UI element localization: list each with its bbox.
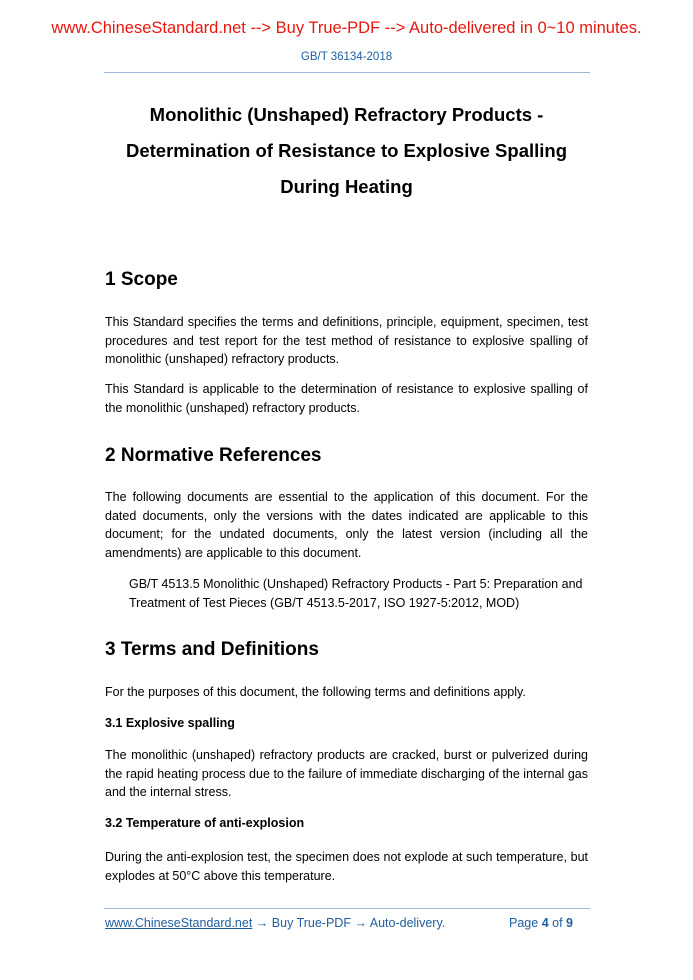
page-current: 4 [541, 916, 549, 930]
footer-links [105, 916, 445, 930]
term-heading-explosive-spalling: 3.1 Explosive spalling [105, 716, 235, 730]
scope-paragraph-1: This Standard specifies the terms and definitions, principle, equipment, specimen, test procedures and test report for the test method of resistance to explosive spalling of monolithic (unshaped) refractory products. [105, 315, 588, 366]
term-definition-anti-explosion: During the anti-explosion test, the specimen does not explode at such temperature, but explodes at 50°C above this temperature. [105, 850, 588, 883]
normative-reference-item: GB/T 4513.5 Monolithic (Unshaped) Refractory Products - Part 5: Preparation and Treatment of Test Pieces (GB/T 4513.5-2017, ISO 1927-5:2012, MOD) [129, 577, 583, 610]
section-heading-scope: 1 Scope [105, 269, 178, 290]
promo-banner[interactable]: www.ChineseStandard.net --> Buy True-PDF --> Auto-delivered in 0~10 minutes. [51, 19, 642, 37]
document-title-line-1: Monolithic (Unshaped) Refractory Products - [149, 104, 544, 125]
scope-paragraph-2: This Standard is applicable to the determination of resistance to explosive spalling of the monolithic (unshaped) refractory products. [105, 382, 588, 415]
footer-buy-text: Buy True-PDF [271, 916, 351, 930]
standard-code: GB/T 36134-2018 [300, 51, 393, 63]
document-title-line-2: Determination of Resistance to Explosive Spalling [125, 140, 568, 161]
header-divider [104, 72, 590, 73]
footer-divider [104, 908, 590, 909]
term-definition-explosive-spalling: The monolithic (unshaped) refractory products are cracked, burst or pulverized during the rapid heating process due to the failure of immediate discharging of the internal gas and the internal stress. [105, 748, 588, 799]
normative-paragraph: The following documents are essential to the application of this document. For the dated documents, only the versions with the dates indicated are applicable to this document; for the undated documents, only the latest version (including all the amendments) are applicable to this document. [105, 490, 588, 560]
section-heading-terms-definitions: 3 Terms and Definitions [105, 639, 319, 660]
arrow-right-icon: → [255, 916, 269, 930]
document-title-line-3: During Heating [280, 176, 413, 197]
page-of: of [552, 916, 563, 930]
page-total: 9 [566, 916, 573, 930]
footer-site-link[interactable]: www.ChineseStandard.net [105, 916, 253, 930]
arrow-right-icon: → [354, 916, 367, 930]
page-indicator [509, 916, 573, 930]
terms-intro: For the purposes of this document, the following terms and definitions apply. [105, 685, 526, 699]
section-heading-normative-references: 2 Normative References [105, 445, 322, 466]
term-heading-anti-explosion: 3.2 Temperature of anti-explosion [105, 816, 305, 830]
footer-delivery-text: Auto-delivery. [369, 916, 446, 930]
page-label: Page [509, 916, 539, 930]
